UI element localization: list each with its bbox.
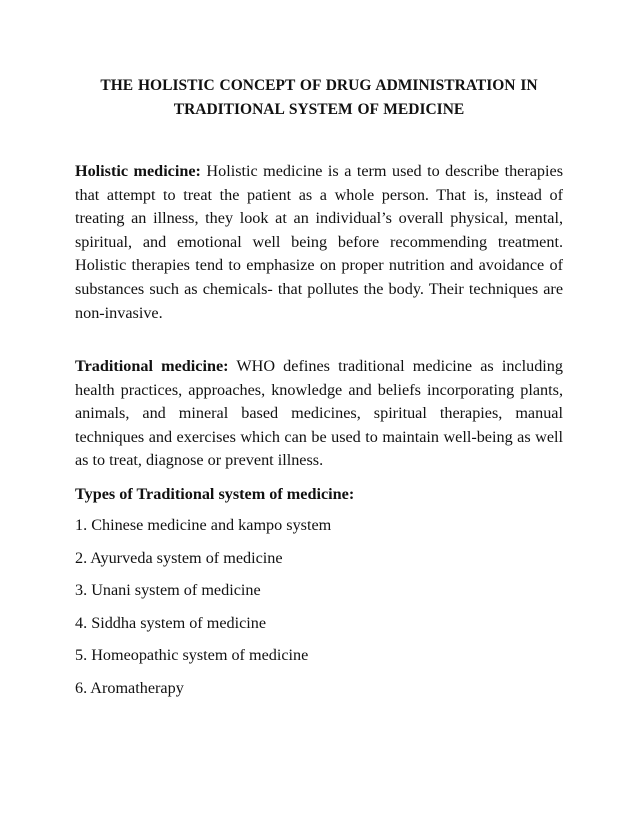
list-item: 5. Homeopathic system of medicine bbox=[75, 646, 309, 665]
holistic-medicine-paragraph bbox=[75, 160, 563, 325]
traditional-medicine-label: Traditional medicine: bbox=[75, 357, 229, 375]
traditional-medicine-paragraph bbox=[75, 355, 563, 473]
holistic-medicine-label: Holistic medicine: bbox=[75, 162, 201, 180]
list-item: 3. Unani system of medicine bbox=[75, 581, 261, 600]
list-item: 2. Ayurveda system of medicine bbox=[75, 548, 283, 567]
types-heading: Types of Traditional system of medicine: bbox=[75, 485, 355, 503]
list-item: 1. Chinese medicine and kampo system bbox=[75, 516, 332, 534]
list-item: 6. Aromatherapy bbox=[75, 678, 184, 697]
types-list bbox=[75, 513, 331, 709]
title-line-2: TRADITIONAL SYSTEM OF MEDICINE bbox=[173, 101, 465, 118]
title-line-1: THE HOLISTIC CONCEPT OF DRUG ADMINISTRATION IN bbox=[100, 77, 538, 94]
traditional-medicine-text: WHO defines traditional medicine as including health practices, approaches, knowledge and beliefs incorporating plants, animals, and mineral based medicines, spiritual therapies, manual techniques and exercises which can be used to maintain well-being as well as to treat, diagnose or prevent illness. bbox=[75, 357, 563, 470]
list-item: 4. Siddha system of medicine bbox=[75, 613, 267, 632]
document-title bbox=[60, 74, 578, 122]
holistic-medicine-text: Holistic medicine is a term used to describe therapies that attempt to treat the patient as a whole person. That is, instead of treating an illness, they look at an individual’s overall physical, mental, spiritual, and emotional well being before recommending treatment. Holistic therapies tend to emphasize on proper nutrition and avoidance of substances such as chemicals- that pollutes the body. Their techniques are non-invasive. bbox=[75, 162, 563, 322]
